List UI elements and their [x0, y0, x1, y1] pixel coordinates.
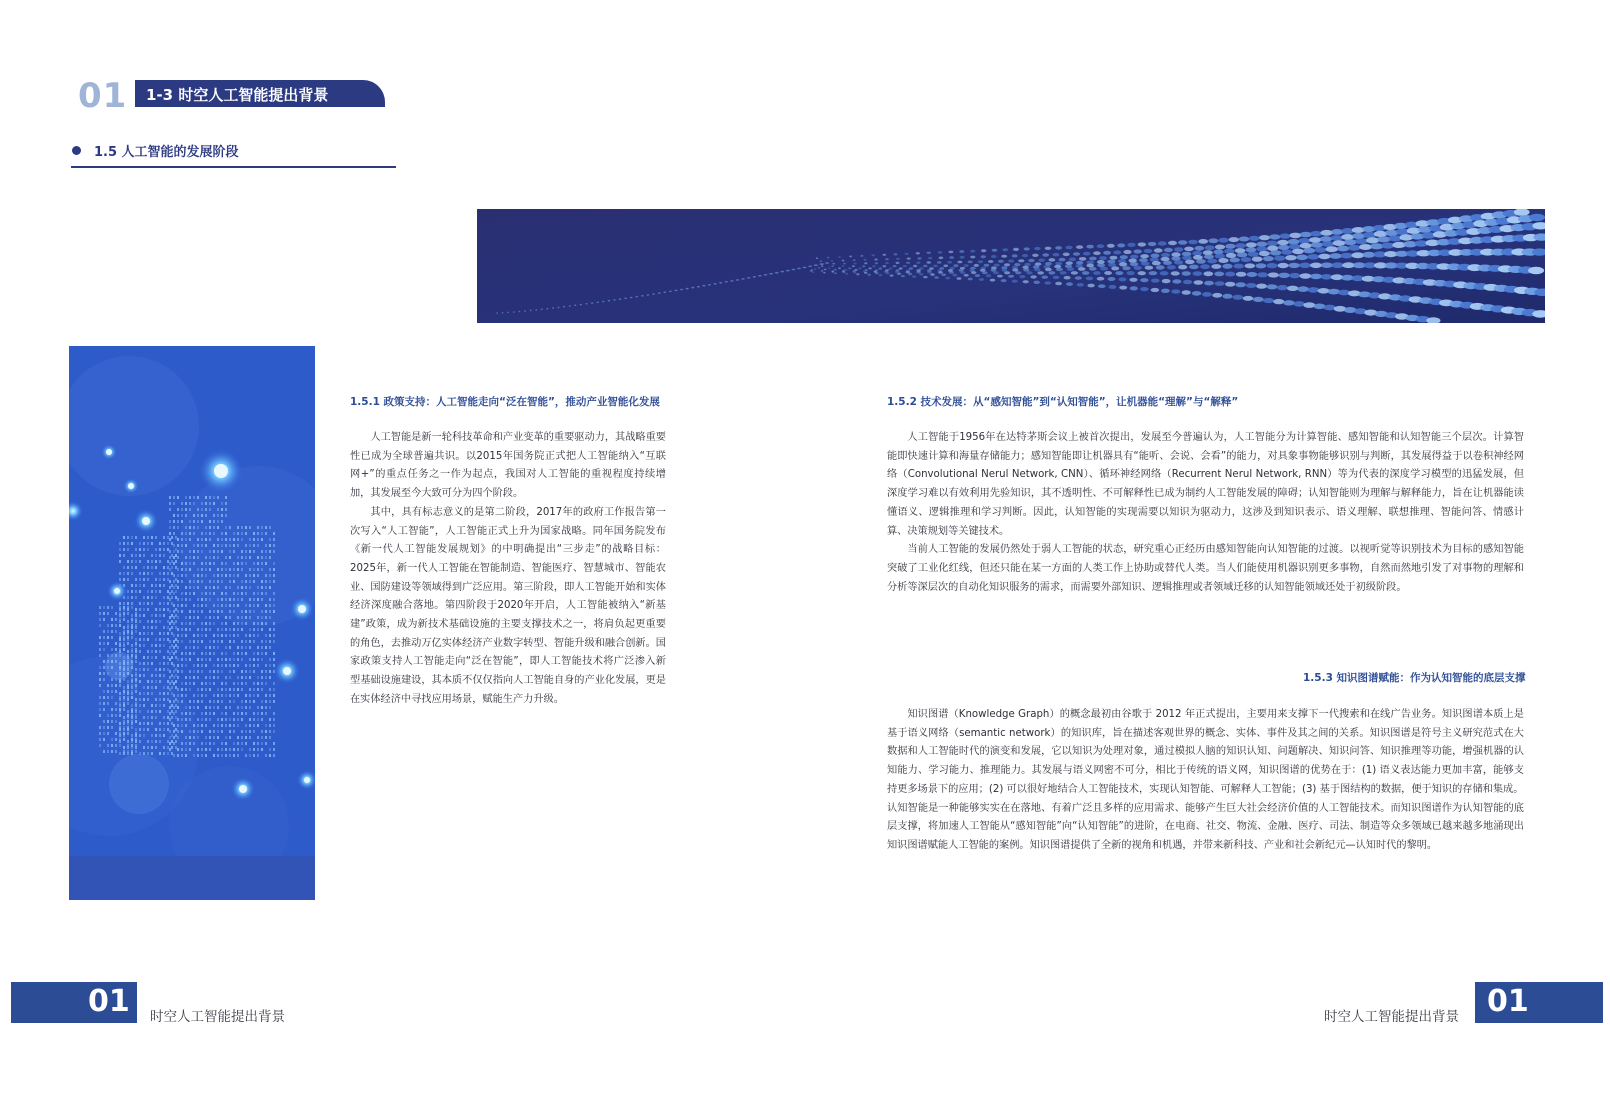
- section-heading-knowledge-graph: 1.5.3 知识图谱赋能：作为认知智能的底层支撑: [1303, 672, 1526, 684]
- paragraph: 其中，具有标志意义的是第二阶段，2017年的政府工作报告第一次写入“人工智能”，人工智能正式上升为国家战略。同年国务院发布《新一代人工智能发展规划》的中明确提出“三步走”的战略目标：2025年，新一代人工智能在智能制造、智能医疗、智慧城市、智能农业、国防建设等领域得到广泛应用。第三阶段，即人工智能开始和实体经济深度融合落地。第四阶段于2020年开启，人工智能被纳入“新基建”政策，成为新技术基础设施的主要支撑技术之一，将肩负起更重要的角色，去推动万亿实体经济产业数字转型、智能升级和融合创新。国家政策支持人工智能走向“泛在智能”，即人工智能技术将广泛渗入新型基础设施建设，其本质不仅仅指向人工智能自身的产业化发展，更是在实体经济中寻找应用场景，赋能生产力升级。: [350, 506, 666, 705]
- footer-left-page-number: 01: [88, 984, 130, 1019]
- subsection-title: 1.5 人工智能的发展阶段: [94, 145, 239, 160]
- footer-right-page-number: 01: [1487, 984, 1529, 1019]
- footer-right-label: 时空人工智能提出背景: [1324, 1009, 1459, 1025]
- footer-left-label: 时空人工智能提出背景: [150, 1009, 285, 1025]
- section-body-knowledge-graph: [887, 706, 1524, 856]
- chapter-number: 01: [78, 76, 128, 116]
- paragraph: 知识图谱（Knowledge Graph）的概念最初由谷歌于 2012 年正式提出，主要用来支撑下一代搜索和在线广告业务。知识图谱本质上是基于语义网络（semantic network）的知识库，旨在描述客观世界的概念、实体、事件及其之间的关系。知识图谱是符号主义研究范式在大数据和人工智能时代的演变和发展，它以知识为处理对象，通过模拟人脑的知识认知、问题解决、知识问答、知识推理等功能，增强机器的认知能力、学习能力、推理能力。其发展与语义网密不可分，相比于传统的语义网，知识图谱的优势在于：(1) 语义表达能力更加丰富，能够支持更多场景下的应用；(2) 可以很好地结合人工智能技术，实现认知智能、可解释人工智能；(3) 基于图结构的数据，便于知识的存储和集成。: [887, 709, 1524, 795]
- paragraph: 当前人工智能的发展仍然处于弱人工智能的状态，研究重心正经历由感知智能向认知智能的过渡。以视听觉等识别技术为目标的感知智能突破了工业化红线，但还只能在某一方面的人类工作上协助或替代人类。当人们能使用机器识别更多事物，自然而然地引发了对事物的理解和分析等深层次的自动化知识服务的需求，而需要外部知识、逻辑推理或者领域迁移的认知智能领域还处于初级阶段。: [887, 544, 1524, 593]
- paragraph: 认知智能是一种能够实实在在落地、有着广泛且多样的应用需求、能够产生巨大社会经济价值的人工智能技术。而知识图谱作为认知智能的底层支撑，将加速人工智能从“感知智能”向“认知智能”的进阶，在电商、社交、物流、金融、医疗、司法、制造等众多领域已越来越多地涌现出知识图谱赋能人工智能的案例。知识图谱提供了全新的视角和机遇，并带来新科技、产业和社会新纪元—认知时代的黎明。: [887, 802, 1524, 851]
- section-body-technology: [887, 429, 1524, 597]
- section-heading-policy: 1.5.1 政策支持：人工智能走向“泛在智能”，推动产业智能化发展: [350, 396, 660, 408]
- paragraph: 人工智能是新一轮科技革命和产业变革的重要驱动力，其战略重要性已成为全球普遍共识。以2015年国务院正式把人工智能纳入“互联网+”的重点任务之一作为起点，我国对人工智能的重视程度持续增加，其发展至今大致可分为四个阶段。: [350, 432, 666, 500]
- paragraph: 人工智能于1956年在达特茅斯会议上被首次提出，发展至今普遍认为，人工智能分为计算智能、感知智能和认知智能三个层次。计算智能即快速计算和海量存储能力；感知智能即让机器具有“能听、会说、会看”的能力，对具象事物能够识别与判断，其发展得益于以卷积神经网络（Convolutional Nerul Network, CNN）、循环神经网络（Recurrent Nerul Network, RNN）等为代表的深度学习模型的迅猛发展，但深度学习难以有效利用先验知识，其不透明性、不可解释性已成为制约人工智能发展的障碍；认知智能则为理解与解释能力，旨在让机器能读懂语义、逻辑推理和学习判断。因此，认知智能的实现需要以知识为驱动力，这涉及到知识表示、语义理解、联想推理、智能问答、情感计算、决策规划等关键技术。: [887, 432, 1524, 537]
- digital-city-image: [69, 346, 315, 900]
- section-heading-technology: 1.5.2 技术发展：从“感知智能”到“认知智能”，让机器能“理解”与“解释”: [887, 396, 1239, 408]
- bullet-dot-icon: [72, 146, 81, 155]
- wave-dots-banner-image: [477, 209, 1545, 323]
- subsection-underline: [71, 166, 396, 168]
- section-body-policy: [350, 429, 666, 710]
- section-tab-label: 1-3 时空人工智能提出背景: [146, 86, 329, 104]
